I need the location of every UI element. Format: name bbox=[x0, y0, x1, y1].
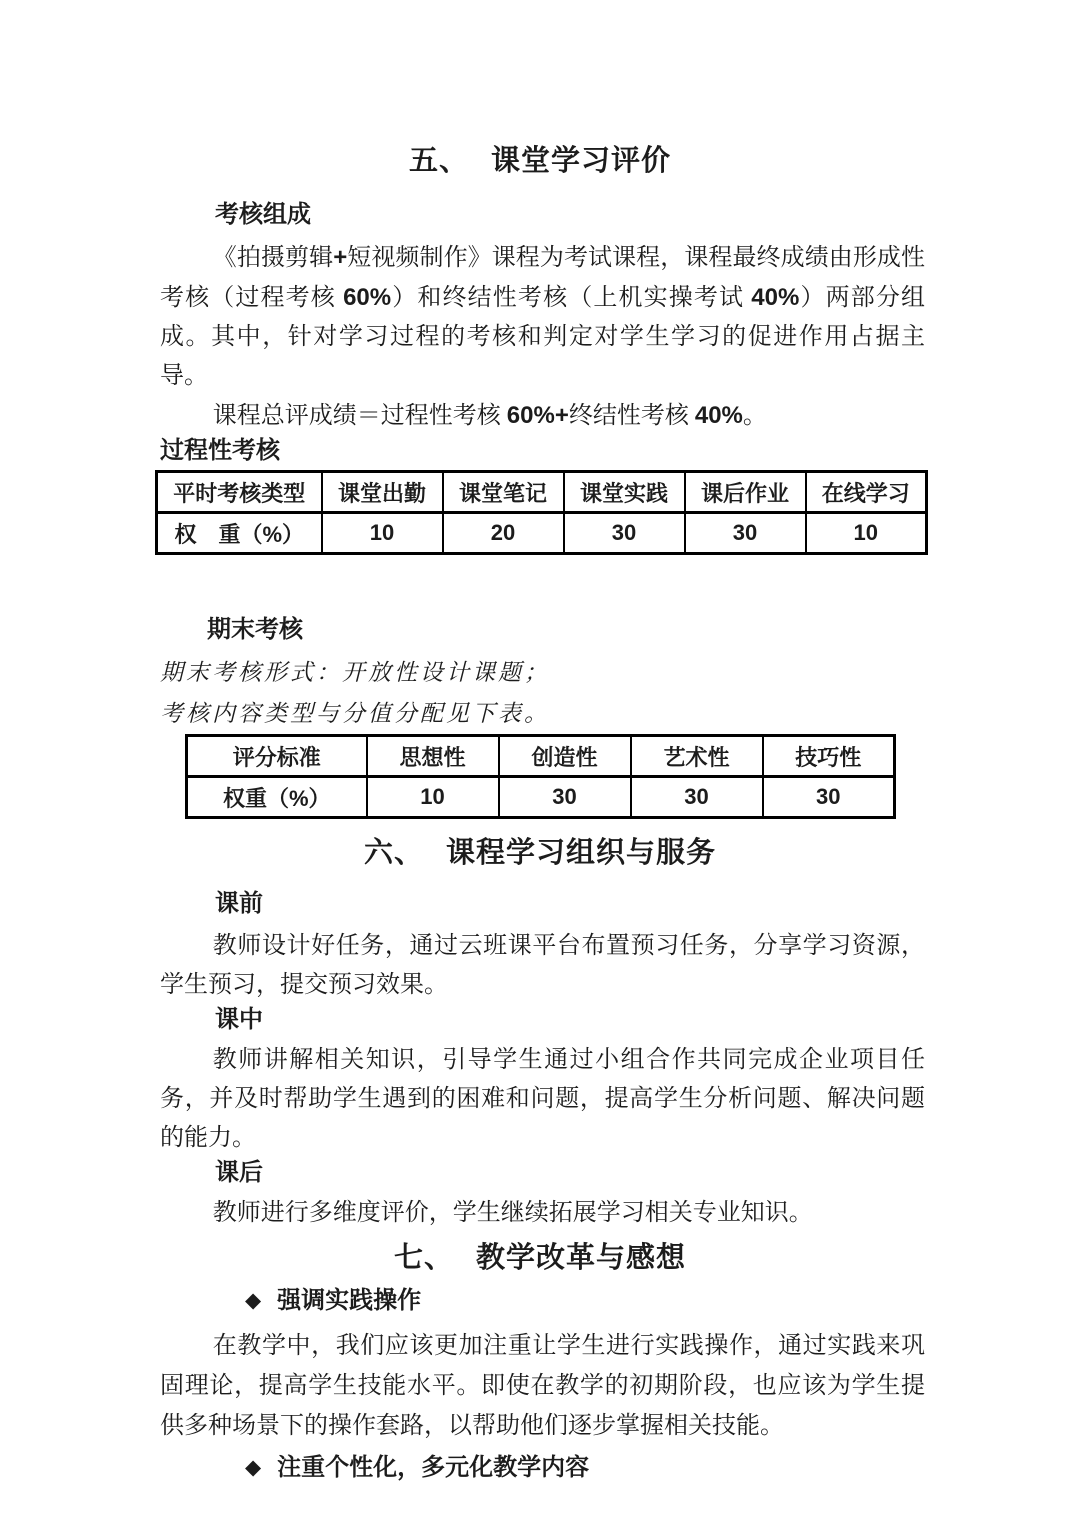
header-cell: 思想性 bbox=[367, 736, 499, 777]
after-class-heading: 课后 bbox=[215, 1159, 263, 1186]
table-row bbox=[187, 777, 895, 818]
assessment-composition-paragraph bbox=[160, 238, 925, 396]
composition-pct2: 40% bbox=[751, 284, 800, 311]
header-cell: 在线学习 bbox=[806, 472, 927, 513]
process-assessment-heading: 过程性考核 bbox=[160, 437, 280, 464]
diamond-bullet-icon: ◆ bbox=[245, 1289, 262, 1312]
diamond-bullet-icon: ◆ bbox=[245, 1456, 262, 1479]
header-cell: 课堂出勤 bbox=[322, 472, 443, 513]
table-header-row bbox=[187, 736, 895, 777]
row-label-cell: 权重（%） bbox=[187, 777, 367, 818]
composition-seg2: 短视频制作》课程为考试课程，课程最终成绩由形成性考核（过程考核 bbox=[160, 245, 926, 311]
header-cell: 课堂笔记 bbox=[443, 472, 564, 513]
header-cell: 创造性 bbox=[499, 736, 631, 777]
header-cell: 课堂实践 bbox=[564, 472, 685, 513]
value-cell: 30 bbox=[685, 513, 806, 554]
value-cell: 10 bbox=[367, 777, 499, 818]
value-cell: 10 bbox=[806, 513, 927, 554]
before-class-heading: 课前 bbox=[215, 890, 263, 917]
process-assessment-table bbox=[155, 470, 928, 555]
bullet-label: 强调实践操作 bbox=[277, 1287, 422, 1314]
total-score-formula bbox=[160, 396, 925, 436]
final-assessment-form-note: 期末考核形式：开放性设计课题； bbox=[160, 660, 550, 685]
composition-seg3: ）和终结性考核（上机实操考试 bbox=[391, 285, 752, 311]
final-assessment-heading: 期末考核 bbox=[207, 616, 303, 643]
table-row bbox=[157, 513, 927, 554]
formula-seg1: 课程总评成绩＝过程性考核 bbox=[212, 403, 507, 429]
composition-seg4: ）两部分组成。其中，针对学习过程的考核和判定对学生学习的促进作用占据主导。 bbox=[160, 285, 926, 389]
after-class-paragraph: 教师进行多维度评价，学生继续拓展学习相关专业知识。 bbox=[212, 1200, 813, 1226]
section6-title-text: 课程学习组织与服务 bbox=[446, 837, 717, 869]
header-cell: 评分标准 bbox=[187, 736, 367, 777]
section6-title bbox=[0, 835, 1080, 871]
bullet-label: 注重个性化，多元化教学内容 bbox=[277, 1454, 590, 1481]
final-assessment-table bbox=[185, 734, 896, 819]
section5-title-text: 课堂学习评价 bbox=[491, 145, 672, 177]
section6-number: 六、 bbox=[363, 837, 424, 869]
value-cell: 30 bbox=[763, 777, 895, 818]
during-class-paragraph: 教师讲解相关知识，引导学生通过小组合作共同完成企业项目任务，并及时帮助学生遇到的困难和问题，提高学生分析问题、解决问题的能力。 bbox=[160, 1047, 925, 1151]
practice-operation-paragraph: 在教学中，我们应该更加注重让学生进行实践操作，通过实践来巩固理论，提高学生技能水平。即使在教学的初期阶段，也应该为学生提供多种场景下的操作套路，以帮助他们逐步掌握相关技能。 bbox=[160, 1333, 925, 1439]
bullet-practice-operation bbox=[245, 1286, 1080, 1316]
section5-title bbox=[0, 0, 1080, 179]
section5-number: 五、 bbox=[408, 145, 469, 177]
value-cell: 30 bbox=[499, 777, 631, 818]
bullet-personalized-content bbox=[245, 1453, 1080, 1483]
header-cell: 平时考核类型 bbox=[157, 472, 322, 513]
section7-title-text: 教学改革与感想 bbox=[476, 1242, 687, 1274]
assessment-composition-heading: 考核组成 bbox=[215, 201, 311, 228]
table-header-row bbox=[157, 472, 927, 513]
formula-pct2: 40% bbox=[694, 402, 743, 429]
value-cell: 20 bbox=[443, 513, 564, 554]
during-class-heading: 课中 bbox=[215, 1006, 263, 1033]
header-cell: 技巧性 bbox=[763, 736, 895, 777]
final-assessment-table-note: 考核内容类型与分值分配见下表。 bbox=[160, 701, 550, 726]
formula-seg3: 。 bbox=[742, 403, 767, 429]
header-cell: 艺术性 bbox=[631, 736, 763, 777]
value-cell: 30 bbox=[631, 777, 763, 818]
value-cell: 10 bbox=[322, 513, 443, 554]
formula-seg2: 终结性考核 bbox=[568, 403, 695, 429]
section7-title bbox=[0, 1240, 1080, 1276]
composition-seg1: 《拍摄剪辑 bbox=[212, 245, 334, 271]
value-cell: 30 bbox=[564, 513, 685, 554]
section7-number: 七、 bbox=[393, 1242, 454, 1274]
header-cell: 课后作业 bbox=[685, 472, 806, 513]
row-label-cell: 权 重（%） bbox=[157, 513, 322, 554]
composition-plus: + bbox=[333, 244, 348, 271]
composition-pct1: 60% bbox=[343, 284, 392, 311]
formula-pct1: 60%+ bbox=[506, 402, 569, 429]
before-class-paragraph: 教师设计好任务，通过云班课平台布置预习任务，分享学习资源，学生预习，提交预习效果。 bbox=[160, 933, 925, 998]
